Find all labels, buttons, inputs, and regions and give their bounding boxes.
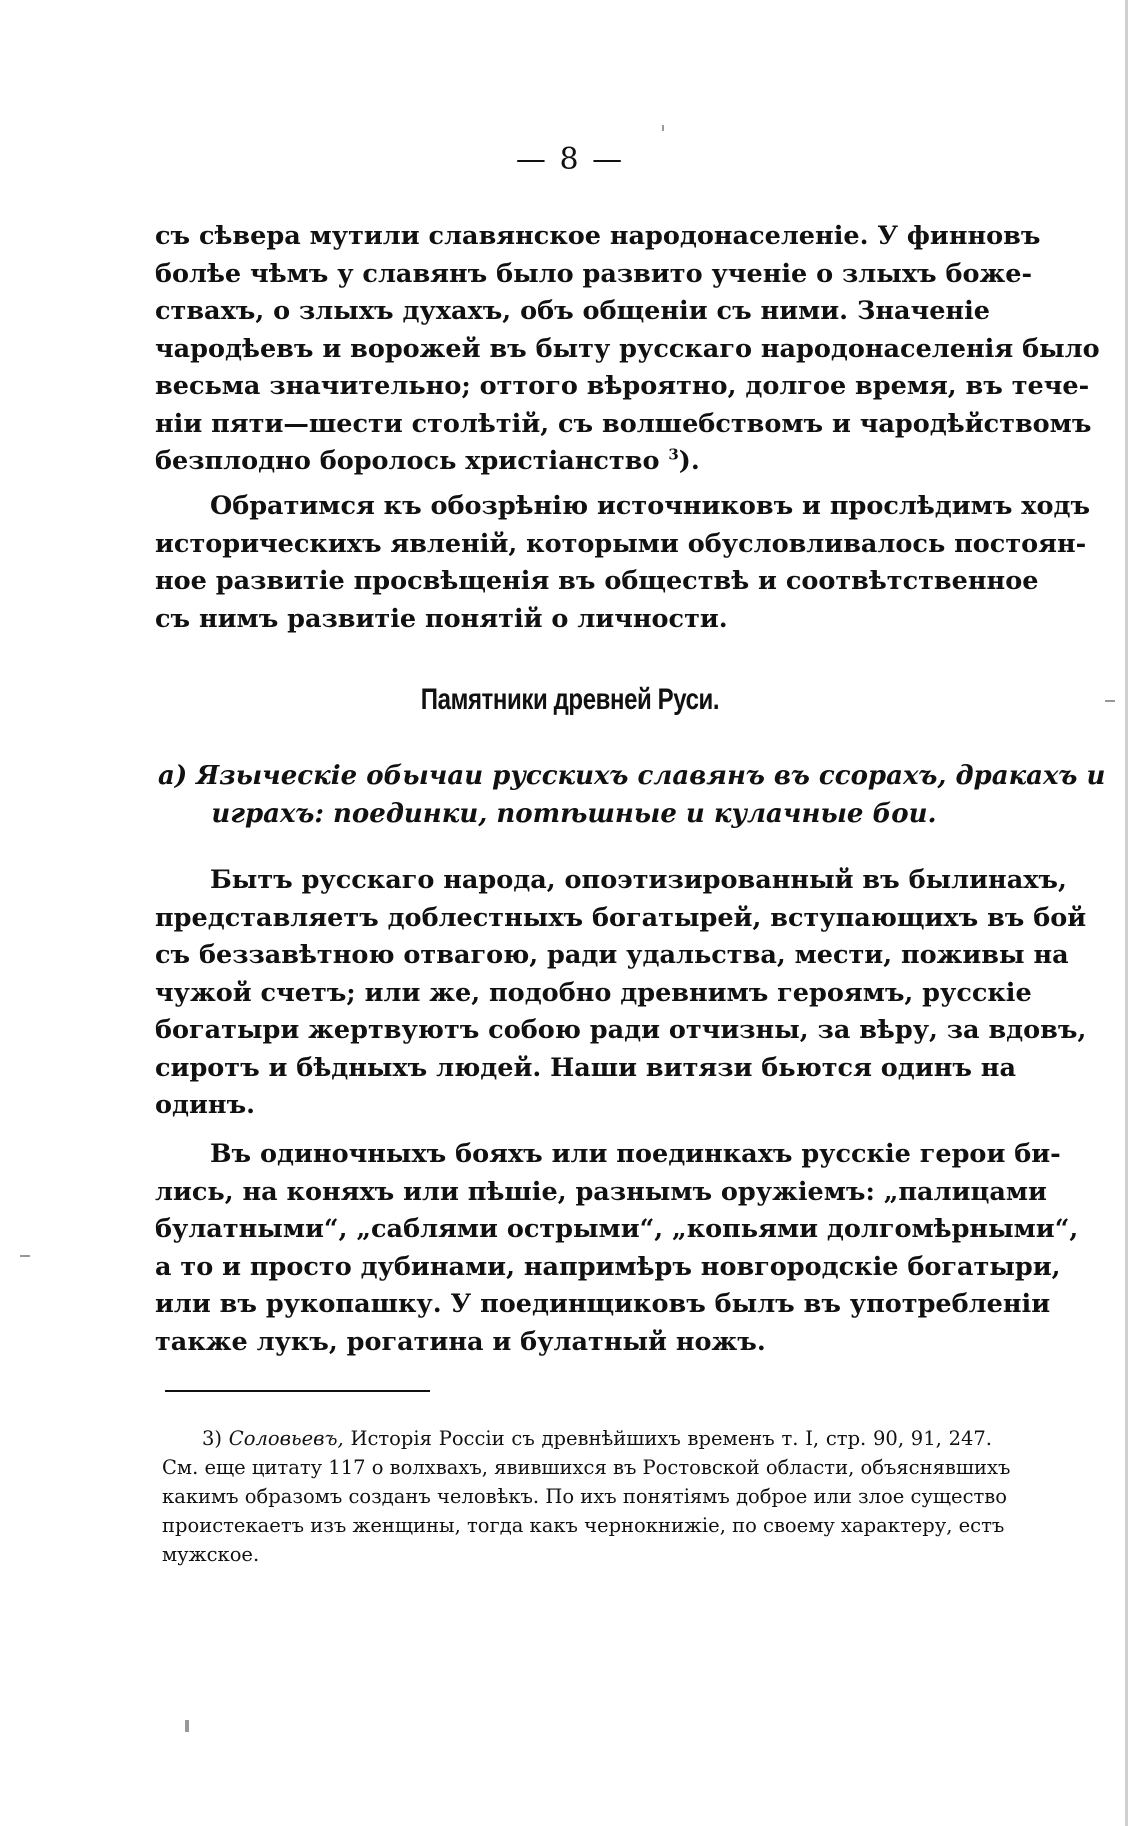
footnote (162, 1424, 1011, 1569)
text-line: Въ одиночныхъ бояхъ или поединкахъ русскіе герои би- (210, 1139, 1061, 1169)
page-number: — 8 — (515, 142, 625, 177)
text-line: съ сѣвера мутили славянское народонаселеніе. У финновъ (155, 221, 1041, 251)
paragraph-2 (155, 488, 1091, 638)
paragraph-3 (155, 862, 1087, 1125)
paragraph-1 (155, 218, 1100, 481)
subsection-heading (158, 757, 1106, 832)
text-line: историческихъ явленій, которыми обусловливалось постоян- (155, 528, 1087, 559)
text-line: одинъ. (155, 1090, 256, 1120)
text-line: безплодно боролось христіанство (155, 446, 660, 476)
text-line: чародѣевъ и ворожей въ быту русскаго народонаселенія было (155, 333, 1100, 364)
text-line: ніи пяти—шести столѣтій, съ волшебствомъ и чародѣйствомъ (155, 408, 1092, 439)
text-line: съ беззавѣтною отвагою, ради удальства, мести, поживы на (155, 940, 1069, 970)
text-line: ное развитіе просвѣщенія въ обществѣ и соотвѣтственное (155, 566, 1039, 596)
text-line: болѣе чѣмъ у славянъ было развито ученіе о злыхъ боже- (155, 258, 1033, 289)
scan-speck (185, 1720, 189, 1732)
text-line-tail: ). (678, 446, 700, 476)
footnote-line: какимъ образомъ созданъ человѣкъ. По ихъ понятіямъ доброе или злое существо (162, 1485, 1008, 1508)
text-line: или въ рукопашку. У поединщиковъ былъ въ употребленіи (155, 1289, 1051, 1319)
subsection-line: а) Языческіе обычаи русскихъ славянъ въ ссорахъ, дракахъ и (158, 761, 1106, 791)
scan-speck (1105, 700, 1115, 702)
footnote-line: проистекаетъ изъ женщины, тогда какъ чернокнижіе, по своему характеру, естъ (162, 1514, 1005, 1537)
text-line: сиротъ и бѣдныхъ людей. Наши витязи бьются одинъ на (155, 1052, 1016, 1083)
text-line: Бытъ русскаго народа, опоэтизированный въ былинахъ, (210, 865, 1067, 895)
text-line: Обратимся къ обозрѣнію источниковъ и прослѣдимъ ходъ (210, 491, 1091, 521)
text-line: булатными“, „саблями острыми“, „копьями долгомѣрными“, (155, 1214, 1079, 1244)
footnote-author: Соловьевъ, (228, 1427, 344, 1450)
text-line: также лукъ, рогатина и булатный ножъ. (155, 1326, 766, 1357)
footnote-text: Исторія Россіи съ древнѣйшихъ временъ т. I, стр. 90, 91, 247. (350, 1427, 993, 1450)
text-line: ствахъ, о злыхъ духахъ, объ общеніи съ ними. Значеніе (155, 296, 990, 326)
text-line: богатыри жертвуютъ собою ради отчизны, за вѣру, за вдовъ, (155, 1015, 1087, 1045)
scan-speck (662, 125, 664, 131)
text-line: съ нимъ развитіе понятій о личности. (155, 603, 728, 634)
footnote-line: См. еще цитату 117 о волхвахъ, явившихся въ Ростовской области, объяснявшихъ (162, 1456, 1011, 1479)
text-line: весьма значительно; оттого вѣроятно, долгое время, въ тече- (155, 371, 1090, 401)
text-line-with-note (155, 443, 990, 481)
text-line: а то и просто дубинами, напримѣръ новгородскіе богатыри, (155, 1251, 1061, 1282)
text-line: представляетъ доблестныхъ богатырей, вступающихъ въ бой (155, 902, 1087, 933)
scan-speck (1125, 0, 1128, 1826)
footnote-line: мужское. (162, 1543, 260, 1566)
text-line: лись, на коняхъ или пѣшіе, разнымъ оружіемъ: „палицами (155, 1176, 1047, 1207)
footnote-marker: 3) (202, 1427, 223, 1450)
footnote-reference: 3 (668, 445, 679, 464)
scan-speck (20, 1255, 30, 1257)
text-line: чужой счетъ; или же, подобно древнимъ героямъ, русскіе (155, 977, 1032, 1008)
section-title: Памятники древней Руси. (420, 683, 720, 716)
subsection-line: играхъ: поединки, потѣшные и кулачные бои. (211, 798, 937, 829)
footnote-first-line (162, 1424, 992, 1453)
paragraph-4 (155, 1136, 1079, 1361)
footnote-divider (165, 1390, 430, 1392)
